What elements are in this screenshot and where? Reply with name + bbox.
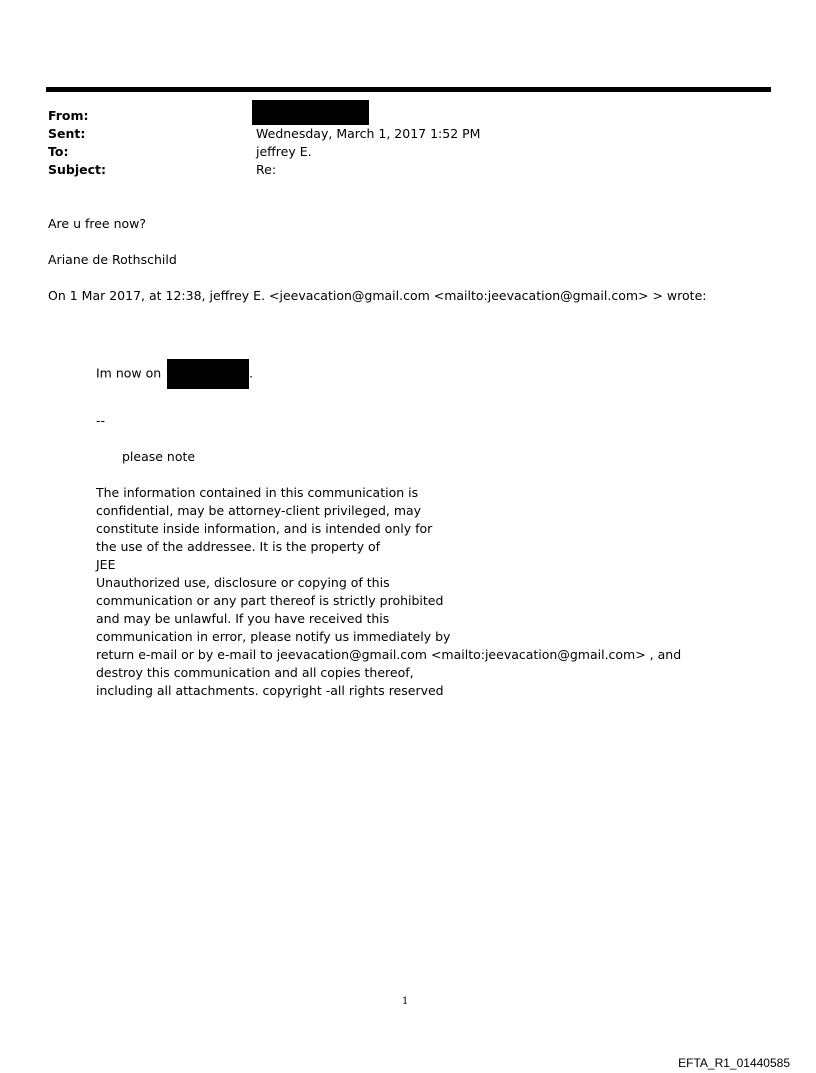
disclaimer-line: The information contained in this communication is — [96, 485, 419, 500]
please-note: please note — [122, 449, 196, 464]
email-header — [48, 107, 748, 179]
disclaimer — [96, 484, 681, 700]
quoted-message-prefix: Im now on — [96, 365, 166, 381]
to-row — [48, 143, 748, 161]
from-label: From: — [48, 108, 89, 123]
location-redaction — [167, 359, 249, 389]
disclaimer-line: confidential, may be attorney-client privileged, may — [96, 503, 422, 518]
disclaimer-line: communication in error, please notify us immediately by — [96, 629, 451, 644]
sent-label: Sent: — [48, 126, 86, 141]
page-number: 1 — [402, 996, 409, 1007]
disclaimer-line: JEE — [96, 557, 116, 572]
from-redaction — [252, 100, 369, 125]
from-row — [48, 107, 748, 125]
subject-label: Subject: — [48, 162, 106, 177]
sent-row — [48, 125, 748, 143]
reply-intro: On 1 Mar 2017, at 12:38, jeffrey E. <jeevacation@gmail.com <mailto:jeevacation@gmail.com> > wrote: — [48, 288, 707, 303]
disclaimer-line: and may be unlawful. If you have received this — [96, 611, 390, 626]
disclaimer-line: Unauthorized use, disclosure or copying of this — [96, 575, 390, 590]
to-value: jeffrey E. — [256, 144, 312, 159]
disclaimer-line: including all attachments. copyright -all rights reserved — [96, 683, 444, 698]
quoted-message — [96, 359, 253, 389]
disclaimer-line: destroy this communication and all copies thereof, — [96, 665, 414, 680]
signature-separator: -- — [96, 413, 106, 428]
disclaimer-line: the use of the addressee. It is the property of — [96, 539, 381, 554]
quoted-message-suffix: . — [249, 365, 254, 381]
sent-value: Wednesday, March 1, 2017 1:52 PM — [256, 126, 481, 141]
message-line: Are u free now? — [48, 216, 147, 231]
header-rule — [46, 87, 771, 92]
to-label: To: — [48, 144, 69, 159]
document-id: EFTA_R1_01440585 — [678, 1056, 790, 1070]
disclaimer-line: constitute inside information, and is intended only for — [96, 521, 433, 536]
signature: Ariane de Rothschild — [48, 252, 177, 267]
subject-row — [48, 161, 748, 179]
subject-value: Re: — [256, 162, 277, 177]
disclaimer-line: communication or any part thereof is strictly prohibited — [96, 593, 444, 608]
disclaimer-line: return e-mail or by e-mail to jeevacation@gmail.com <mailto:jeevacation@gmail.com> , and — [96, 647, 682, 662]
